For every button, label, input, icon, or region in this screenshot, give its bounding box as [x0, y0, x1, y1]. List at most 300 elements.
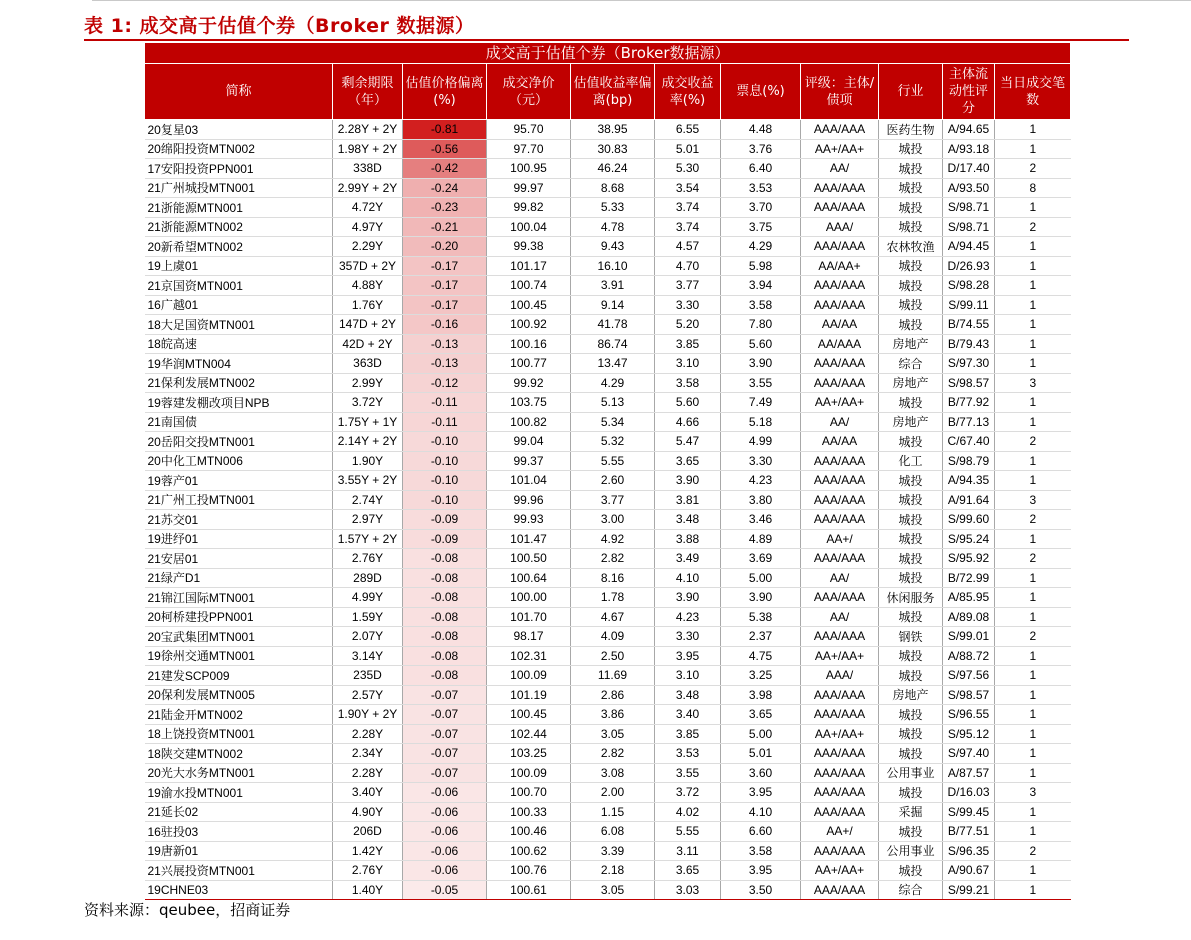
table-cell: 4.90Y [333, 802, 403, 822]
table-cell: 医药生物 [879, 120, 943, 140]
table-cell: 4.23 [721, 471, 801, 491]
table-cell: 101.47 [487, 529, 571, 549]
source-note: 资料来源：qeubee，招商证券 [84, 901, 291, 919]
table-row [145, 471, 1071, 491]
table-cell: S/98.71 [943, 198, 995, 218]
table-cell: 3.10 [655, 354, 721, 374]
table-cell: 4.99Y [333, 588, 403, 608]
table-cell: 3.14Y [333, 646, 403, 666]
table-cell: 1.90Y [333, 451, 403, 471]
table-cell: S/97.30 [943, 354, 995, 374]
column-header: 剩余期限（年） [333, 64, 403, 120]
table-cell: 1 [995, 705, 1071, 725]
table-cell: 3.90 [721, 588, 801, 608]
table-row [145, 588, 1071, 608]
table-cell: 100.09 [487, 763, 571, 783]
table-row [145, 315, 1071, 335]
table-cell: 5.30 [655, 159, 721, 179]
table-cell: -0.06 [403, 861, 487, 881]
table-cell: 1 [995, 198, 1071, 218]
table-cell: 1 [995, 354, 1071, 374]
table-cell: S/97.56 [943, 666, 995, 686]
table-cell: AA/ [801, 159, 879, 179]
table-cell: 城投 [879, 393, 943, 413]
table-cell: 3.39 [571, 841, 655, 861]
table-cell: 18皖高速 [145, 334, 333, 354]
table-cell: 21绿产D1 [145, 568, 333, 588]
table-cell: 1 [995, 471, 1071, 491]
table-cell: 3.69 [721, 549, 801, 569]
table-cell: 4.99 [721, 432, 801, 452]
table-cell: 19华润MTN004 [145, 354, 333, 374]
table-cell: 2.97Y [333, 510, 403, 530]
table-cell: 3.10 [655, 666, 721, 686]
table-cell: AA+/ [801, 529, 879, 549]
table-cell: 城投 [879, 295, 943, 315]
table-cell: 城投 [879, 666, 943, 686]
table-row [145, 510, 1071, 530]
table-cell: 2.00 [571, 783, 655, 803]
table-row [145, 451, 1071, 471]
table-cell: 17安阳投资PPN001 [145, 159, 333, 179]
table-cell: 2.28Y + 2Y [333, 120, 403, 140]
table-cell: 5.18 [721, 412, 801, 432]
table-cell: 3.70 [721, 198, 801, 218]
table-cell: 4.02 [655, 802, 721, 822]
table-cell: -0.05 [403, 880, 487, 900]
table-cell: 3.65 [655, 861, 721, 881]
table-cell: 21建发SCP009 [145, 666, 333, 686]
table-row [145, 120, 1071, 140]
table-cell: S/98.57 [943, 685, 995, 705]
table-cell: 99.93 [487, 510, 571, 530]
table-cell: 206D [333, 822, 403, 842]
table-cell: AAA/AAA [801, 198, 879, 218]
column-header: 估值收益率偏离(bp) [571, 64, 655, 120]
table-cell: 46.24 [571, 159, 655, 179]
table-cell: AA/ [801, 568, 879, 588]
table-cell: 100.64 [487, 568, 571, 588]
table-cell: 5.33 [571, 198, 655, 218]
table-cell: 3.77 [571, 490, 655, 510]
table-cell: 城投 [879, 198, 943, 218]
table-cell: S/96.35 [943, 841, 995, 861]
table-cell: 2 [995, 217, 1071, 237]
table-row [145, 159, 1071, 179]
table-cell: 2.57Y [333, 685, 403, 705]
table-cell: 98.17 [487, 627, 571, 647]
table-row [145, 139, 1071, 159]
table-cell: 2.74Y [333, 490, 403, 510]
table-cell: 101.17 [487, 256, 571, 276]
table-cell: 3.88 [655, 529, 721, 549]
table-row [145, 334, 1071, 354]
table-cell: 8.68 [571, 178, 655, 198]
table-cell: 1 [995, 295, 1071, 315]
table-cell: -0.20 [403, 237, 487, 257]
table-cell: A/94.35 [943, 471, 995, 491]
table-cell: 1 [995, 724, 1071, 744]
table-row [145, 549, 1071, 569]
table-cell: 城投 [879, 159, 943, 179]
table-cell: 1 [995, 568, 1071, 588]
table-cell: AA+/AA+ [801, 393, 879, 413]
table-cell: 103.25 [487, 744, 571, 764]
table-cell: 城投 [879, 178, 943, 198]
table-row [145, 276, 1071, 296]
table-cell: 19蓉产01 [145, 471, 333, 491]
table-cell: 3.95 [721, 783, 801, 803]
table-cell: 20光大水务MTN001 [145, 763, 333, 783]
table-cell: 3.65 [655, 451, 721, 471]
table-cell: 100.46 [487, 822, 571, 842]
table-cell: 4.10 [721, 802, 801, 822]
table-cell: 城投 [879, 256, 943, 276]
table-cell: 3.08 [571, 763, 655, 783]
table-cell: 100.45 [487, 295, 571, 315]
table-cell: 19进纾01 [145, 529, 333, 549]
table-row [145, 295, 1071, 315]
table-cell: -0.06 [403, 802, 487, 822]
table-cell: -0.06 [403, 783, 487, 803]
table-row [145, 256, 1071, 276]
table-cell: 5.00 [721, 568, 801, 588]
table-cell: 4.88Y [333, 276, 403, 296]
table-cell: AAA/AAA [801, 276, 879, 296]
table-cell: -0.10 [403, 451, 487, 471]
table-cell: 100.33 [487, 802, 571, 822]
table-cell: 4.75 [721, 646, 801, 666]
table-cell: 1 [995, 666, 1071, 686]
table-cell: AA+/AA+ [801, 646, 879, 666]
table-cell: 4.97Y [333, 217, 403, 237]
table-cell: -0.10 [403, 432, 487, 452]
table-cell: 2.07Y [333, 627, 403, 647]
table-cell: 6.40 [721, 159, 801, 179]
table-row [145, 198, 1071, 218]
table-cell: 1 [995, 139, 1071, 159]
table-cell: 1 [995, 120, 1071, 140]
table-cell: -0.17 [403, 256, 487, 276]
table-cell: 3.81 [655, 490, 721, 510]
column-header: 估值价格偏离(%) [403, 64, 487, 120]
table-cell: 3.58 [721, 841, 801, 861]
table-cell: 99.82 [487, 198, 571, 218]
table-cell: 21保利发展MTN002 [145, 373, 333, 393]
table-row [145, 861, 1071, 881]
table-cell: 100.00 [487, 588, 571, 608]
table-banner: 成交高于估值个券（Broker数据源） [145, 43, 1071, 64]
table-cell: 3.05 [571, 880, 655, 900]
table-cell: 2.76Y [333, 861, 403, 881]
table-row [145, 627, 1071, 647]
table-row [145, 841, 1071, 861]
table-row [145, 705, 1071, 725]
table-cell: AA+/AA+ [801, 139, 879, 159]
table-cell: 钢铁 [879, 627, 943, 647]
table-cell: 1 [995, 763, 1071, 783]
table-cell: 房地产 [879, 334, 943, 354]
table-cell: 1.59Y [333, 607, 403, 627]
table-cell: 16.10 [571, 256, 655, 276]
table-cell: 1 [995, 451, 1071, 471]
table-cell: 5.34 [571, 412, 655, 432]
table-cell: -0.07 [403, 763, 487, 783]
table-cell: AA/AA [801, 315, 879, 335]
table-cell: 9.14 [571, 295, 655, 315]
table-cell: 20柯桥建投PPN001 [145, 607, 333, 627]
table-cell: 5.01 [655, 139, 721, 159]
table-cell: 公用事业 [879, 763, 943, 783]
table-cell: A/85.95 [943, 588, 995, 608]
table-cell: 6.55 [655, 120, 721, 140]
table-cell: 20岳阳交投MTN001 [145, 432, 333, 452]
table-row [145, 666, 1071, 686]
table-cell: AA+/AA+ [801, 724, 879, 744]
table-cell: 2.60 [571, 471, 655, 491]
table-cell: 1 [995, 412, 1071, 432]
table-cell: 13.47 [571, 354, 655, 374]
table-cell: 3.95 [655, 646, 721, 666]
table-cell: -0.10 [403, 471, 487, 491]
column-header: 行业 [879, 64, 943, 120]
table-cell: 1 [995, 237, 1071, 257]
table-cell: 5.00 [721, 724, 801, 744]
table-cell: 4.09 [571, 627, 655, 647]
table-cell: 99.04 [487, 432, 571, 452]
table-cell: -0.11 [403, 393, 487, 413]
table-cell: AAA/ [801, 217, 879, 237]
table-cell: 2 [995, 510, 1071, 530]
table-cell: 4.10 [655, 568, 721, 588]
table-cell: -0.13 [403, 354, 487, 374]
table-cell: AAA/AAA [801, 627, 879, 647]
table-cell: 2 [995, 549, 1071, 569]
table-cell: 3.55 [721, 373, 801, 393]
table-cell: 101.70 [487, 607, 571, 627]
table-cell: C/67.40 [943, 432, 995, 452]
table-cell: AAA/AAA [801, 783, 879, 803]
column-header: 评级：主体/债项 [801, 64, 879, 120]
table-cell: 363D [333, 354, 403, 374]
table-cell: S/99.01 [943, 627, 995, 647]
table-cell: -0.08 [403, 549, 487, 569]
table-cell: 1.57Y + 2Y [333, 529, 403, 549]
table-cell: 5.20 [655, 315, 721, 335]
table-cell: 6.08 [571, 822, 655, 842]
table-cell: 100.92 [487, 315, 571, 335]
table-cell: 城投 [879, 315, 943, 335]
table-cell: 5.55 [655, 822, 721, 842]
table-cell: 2.76Y [333, 549, 403, 569]
table-row [145, 763, 1071, 783]
table-cell: 1 [995, 276, 1071, 296]
column-header: 主体流动性评分 [943, 64, 995, 120]
table-cell: 3.90 [655, 588, 721, 608]
table-cell: 3.72 [655, 783, 721, 803]
table-cell: 2.82 [571, 744, 655, 764]
table-cell: 21广州工投MTN001 [145, 490, 333, 510]
table-cell: AAA/AAA [801, 880, 879, 900]
table-cell: 1 [995, 802, 1071, 822]
table-cell: 2 [995, 159, 1071, 179]
table-caption: 表 1: 成交高于估值个券（Broker 数据源） [84, 15, 475, 37]
table-row [145, 822, 1071, 842]
table-cell: 房地产 [879, 685, 943, 705]
table-cell: 338D [333, 159, 403, 179]
table-cell: 3.85 [655, 724, 721, 744]
table-cell: 1 [995, 529, 1071, 549]
table-cell: 2.14Y + 2Y [333, 432, 403, 452]
table-cell: 2.28Y [333, 763, 403, 783]
table-cell: -0.17 [403, 276, 487, 296]
table-cell: 3.58 [721, 295, 801, 315]
table-cell: -0.06 [403, 841, 487, 861]
table-cell: AAA/AAA [801, 841, 879, 861]
table-row [145, 880, 1071, 900]
table-cell: 4.57 [655, 237, 721, 257]
table-cell: 16驻投03 [145, 822, 333, 842]
table-cell: -0.56 [403, 139, 487, 159]
table-cell: 城投 [879, 705, 943, 725]
table-cell: 5.98 [721, 256, 801, 276]
table-cell: 2.37 [721, 627, 801, 647]
table-cell: 5.60 [721, 334, 801, 354]
table-cell: 5.01 [721, 744, 801, 764]
table-cell: 4.72Y [333, 198, 403, 218]
table-cell: 3.54 [655, 178, 721, 198]
table-cell: 城投 [879, 744, 943, 764]
table-cell: 16广越01 [145, 295, 333, 315]
table-cell: 19徐州交通MTN001 [145, 646, 333, 666]
table-cell: 100.61 [487, 880, 571, 900]
table-cell: 3.30 [655, 295, 721, 315]
table-row [145, 432, 1071, 452]
table-cell: 100.95 [487, 159, 571, 179]
table-cell: S/99.45 [943, 802, 995, 822]
table-cell: 95.70 [487, 120, 571, 140]
table-cell: 化工 [879, 451, 943, 471]
table-cell: AAA/AAA [801, 471, 879, 491]
table-cell: 城投 [879, 510, 943, 530]
table-cell: B/72.99 [943, 568, 995, 588]
table-cell: -0.13 [403, 334, 487, 354]
table-row [145, 802, 1071, 822]
table-cell: 1.75Y + 1Y [333, 412, 403, 432]
table-cell: 20中化工MTN006 [145, 451, 333, 471]
table-cell: B/77.92 [943, 393, 995, 413]
table-row [145, 568, 1071, 588]
table-row [145, 607, 1071, 627]
column-header: 成交收益率(%) [655, 64, 721, 120]
table-cell: 5.32 [571, 432, 655, 452]
table-cell: S/96.55 [943, 705, 995, 725]
table-cell: 41.78 [571, 315, 655, 335]
table-cell: 97.70 [487, 139, 571, 159]
table-cell: 城投 [879, 568, 943, 588]
table-cell: 3.90 [721, 354, 801, 374]
table-cell: S/99.21 [943, 880, 995, 900]
table-cell: 103.75 [487, 393, 571, 413]
table-cell: 3.80 [721, 490, 801, 510]
table-cell: AA/AA [801, 432, 879, 452]
table-cell: 5.55 [571, 451, 655, 471]
table-cell: 100.45 [487, 705, 571, 725]
table-cell: 21延长02 [145, 802, 333, 822]
table-cell: 4.29 [571, 373, 655, 393]
table-cell: 3.75 [721, 217, 801, 237]
table-cell: 30.83 [571, 139, 655, 159]
table-cell: A/90.67 [943, 861, 995, 881]
table-cell: 3.03 [655, 880, 721, 900]
table-cell: 21浙能源MTN001 [145, 198, 333, 218]
table-cell: 3.86 [571, 705, 655, 725]
table-cell: 7.49 [721, 393, 801, 413]
table-cell: 城投 [879, 783, 943, 803]
table-cell: 1.78 [571, 588, 655, 608]
table-cell: 21苏交01 [145, 510, 333, 530]
table-cell: 4.89 [721, 529, 801, 549]
table-cell: AA/AA+ [801, 256, 879, 276]
column-header: 票息(%) [721, 64, 801, 120]
table-cell: 3.76 [721, 139, 801, 159]
table-cell: 3.40 [655, 705, 721, 725]
caption-rule [84, 39, 1129, 41]
table-cell: 3.00 [571, 510, 655, 530]
table-cell: S/98.57 [943, 373, 995, 393]
table-cell: 公用事业 [879, 841, 943, 861]
table-cell: 3 [995, 783, 1071, 803]
table-cell: 3.55 [655, 763, 721, 783]
table-cell: 3.60 [721, 763, 801, 783]
table-cell: 100.74 [487, 276, 571, 296]
table-cell: AAA/AAA [801, 685, 879, 705]
table-cell: 8 [995, 178, 1071, 198]
table-cell: 3.49 [655, 549, 721, 569]
table-cell: 20复星03 [145, 120, 333, 140]
table-cell: 3.40Y [333, 783, 403, 803]
table-cell: 100.76 [487, 861, 571, 881]
table-cell: 38.95 [571, 120, 655, 140]
header-row [145, 64, 1071, 120]
table-cell: -0.07 [403, 685, 487, 705]
table-cell: 289D [333, 568, 403, 588]
table-cell: 1 [995, 861, 1071, 881]
table-row [145, 178, 1071, 198]
table-cell: 2 [995, 841, 1071, 861]
table-cell: AAA/AAA [801, 120, 879, 140]
table-cell: 综合 [879, 880, 943, 900]
table-cell: S/99.11 [943, 295, 995, 315]
table-cell: A/94.45 [943, 237, 995, 257]
table-cell: AAA/AAA [801, 295, 879, 315]
table-cell: -0.08 [403, 646, 487, 666]
table-row [145, 354, 1071, 374]
table-cell: 101.04 [487, 471, 571, 491]
table-cell: 城投 [879, 490, 943, 510]
table-row [145, 724, 1071, 744]
table-cell: 5.38 [721, 607, 801, 627]
table-row [145, 373, 1071, 393]
table-row [145, 393, 1071, 413]
table-row [145, 217, 1071, 237]
table-cell: 42D + 2Y [333, 334, 403, 354]
table-cell: -0.09 [403, 510, 487, 530]
table-cell: D/17.40 [943, 159, 995, 179]
table-cell: 3.85 [655, 334, 721, 354]
table-cell: 3.05 [571, 724, 655, 744]
table-cell: A/91.64 [943, 490, 995, 510]
